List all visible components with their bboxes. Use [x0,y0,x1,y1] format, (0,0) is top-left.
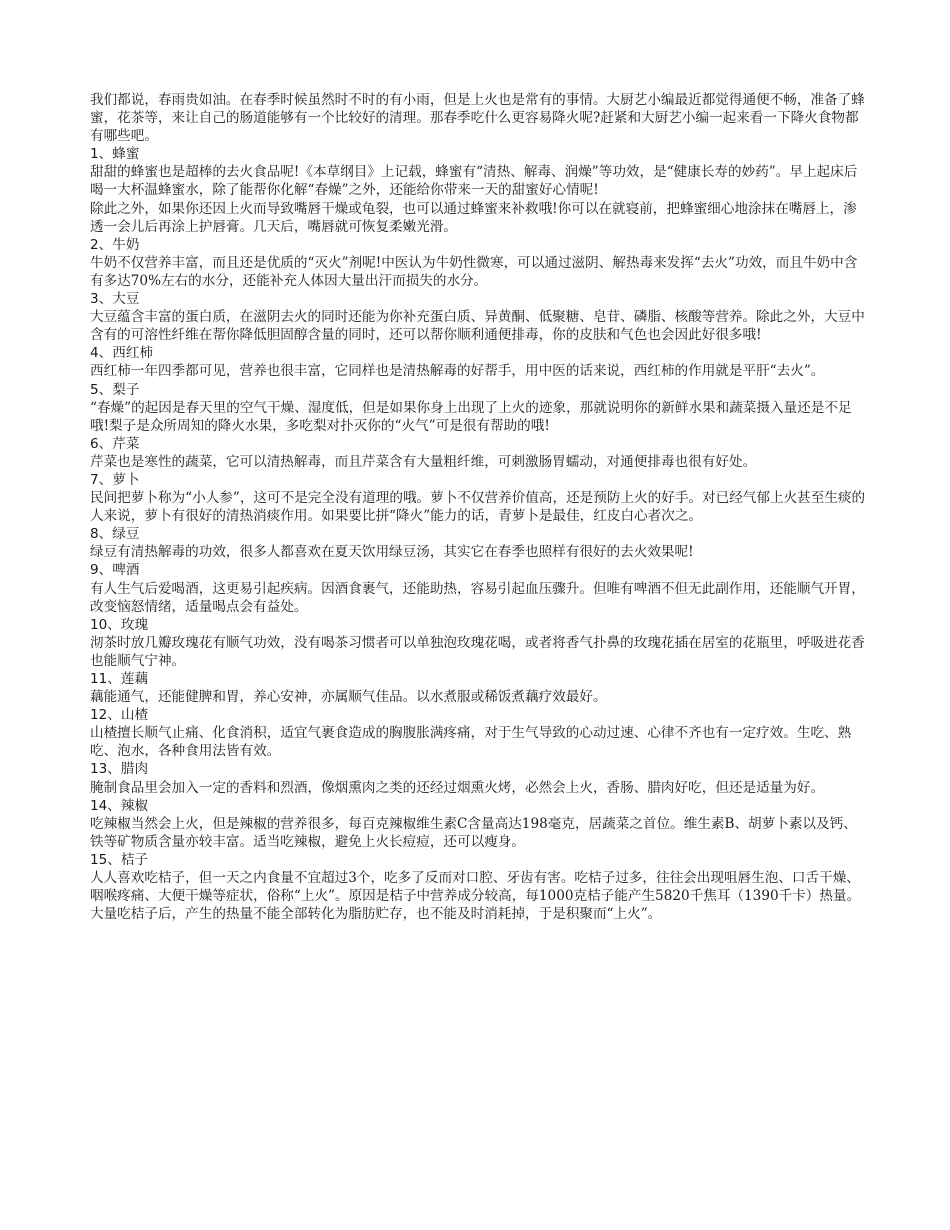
section-heading-chili: 14、辣椒 [90,797,149,814]
section-heading-tangerine: 15、桔子 [90,851,149,868]
section-heading-cured-meat: 13、腊肉 [90,761,149,778]
section-paragraph: 沏茶时放几瓣玫瑰花有顺气功效，没有喝茶习惯者可以单独泡玫瑰花喝，或者将香气扑鼻的玫瑰花插在居室的花瓶里，呼吸进花香也能顺气宁神。 [90,634,865,669]
section-paragraph: 除此之外，如果你还因上火而导致嘴唇干燥或龟裂，也可以通过蜂蜜来补救哦!你可以在就寝前，把蜂蜜细心地涂抹在嘴唇上，渗透一会儿后再涂上护唇膏。几天后，嘴唇就可恢复柔嫩光滑。 [90,200,857,235]
section-heading-soybean: 3、大豆 [90,291,140,308]
section-paragraph: 绿豆有清热解毒的功效，很多人都喜欢在夏天饮用绿豆汤，其实它在春季也照样有很好的去火效果呢! [90,544,694,561]
section-paragraph: 有人生气后爱喝酒，这更易引起疾病。因酒食裹气，还能助热，容易引起血压骤升。但唯有啤酒不但无此副作用，还能顺气开胃，改变恼怒情绪，适量喝点会有益处。 [90,580,865,615]
section-paragraph: “春燥”的起因是春天里的空气干燥、湿度低，但是如果你身上出现了上火的迹象，那就说明你的新鲜水果和蔬菜摄入量还是不足哦!梨子是众所周知的降火水果，多吃梨对扑灭你的“火气”可是很有帮助的哦! [90,399,852,434]
section-heading-lotus-root: 11、莲藕 [90,671,149,687]
section-paragraph: 腌制食品里会加入一定的香料和烈酒，像烟熏肉之类的还经过烟熏火烤，必然会上火，香肠、腊肉好吃，但还是适量为好。 [90,779,825,796]
section-heading-beer: 9、啤酒 [90,562,140,579]
section-paragraph: 甜甜的蜂蜜也是超棒的去火食品呢!《本草纲目》上记载，蜂蜜有“清热、解毒、润燥”等功效，是“健康长寿的妙药”。早上起床后喝一大杯温蜂蜜水，除了能帮你化解“春燥”之外，还能给你带来一天的甜蜜好心情呢! [90,164,858,199]
section-paragraph: 西红柿一年四季都可见，营养也很丰富，它同样也是清热解毒的好帮手，用中医的话来说，西红柿的作用就是平肝“去火”。 [90,363,825,380]
section-paragraph: 民间把萝卜称为“小人参”，这可不是完全没有道理的哦。萝卜不仅营养价值高，还是预防上火的好手。对已经气郁上火甚至生痰的人来说，萝卜有很好的清热消痰作用。如果要比拼“降火”能力的话，青萝卜是最佳，红皮白心者次之。 [90,490,866,525]
section-heading-honey: 1、蜂蜜 [90,146,140,163]
section-paragraph: 吃辣椒当然会上火，但是辣椒的营养很多，每百克辣椒维生素C含量高达198毫克，居蔬菜之首位。维生素B、胡萝卜素以及钙、铁等矿物质含量亦较丰富。适当吃辣椒，避免上火长痘痘，还可以瘦身。 [90,815,857,850]
section-heading-pear: 5、梨子 [90,381,140,398]
section-heading-celery: 6、芹菜 [90,435,140,452]
section-heading-hawthorn: 12、山楂 [90,707,149,724]
section-paragraph: 人人喜欢吃桔子，但一天之内食量不宜超过3个，吃多了反而对口腔、牙齿有害。吃桔子过多，往往会出现咀唇生泡、口舌干燥、咽喉疼痛、大便干燥等症状，俗称“上火”。原因是桔子中营养成分较高，每1000克桔子能产生5820千焦耳（1390千卡）热量。大量吃桔子后，产生的热量不能全部转化为脂肪贮存，也不能及时消耗掉，于是积聚而“上火”。 [90,870,861,923]
section-heading-radish: 7、萝卜 [90,471,140,488]
section-heading-tomato: 4、西红柿 [90,345,154,362]
section-paragraph: 大豆蕴含丰富的蛋白质，在滋阴去火的同时还能为你补充蛋白质、异黄酮、低聚糖、皂苷、磷脂、核酸等营养。除此之外，大豆中含有的可溶性纤维在帮你降低胆固醇含量的同时，还可以帮你顺利通便排毒，你的皮肤和气色也会因此好很多哦! [90,309,865,344]
section-heading-milk: 2、牛奶 [90,236,140,253]
section-paragraph: 藕能通气，还能健脾和胃，养心安神，亦属顺气佳品。以水煮服或稀饭煮藕疗效最好。 [90,689,607,706]
section-paragraph: 芹菜也是寒性的蔬菜，它可以清热解毒，而且芹菜含有大量粗纤维，可刺激肠胃蠕动，对通便排毒也很有好处。 [90,453,757,470]
section-paragraph: 牛奶不仅营养丰富，而且还是优质的“灭火”剂呢!中医认为牛奶性微寒，可以通过滋阴、解热毒来发挥“去火”功效，而且牛奶中含有多达70%左右的水分，还能补充人体因大量出汗而损失的水分。 [90,254,858,289]
section-paragraph: 山楂擅长顺气止痛、化食消积，适宜气裹食造成的胸腹胀满疼痛，对于生气导致的心动过速、心律不齐也有一定疗效。生吃、熟吃、泡水，各种食用法皆有效。 [90,725,852,760]
section-heading-rose: 10、玫瑰 [90,616,149,633]
section-heading-mung-bean: 8、绿豆 [90,526,140,543]
intro-paragraph: 我们都说，春雨贵如油。在春季时候虽然时不时的有小雨，但是上火也是常有的事情。大厨艺小编最近都觉得通便不畅，准备了蜂蜜，花茶等，来让自己的肠道能够有一个比较好的清理。那春季吃什么更容易降火呢?赶紧和大厨艺小编一起来看一下降火食物都有哪些吧。 [90,92,865,145]
